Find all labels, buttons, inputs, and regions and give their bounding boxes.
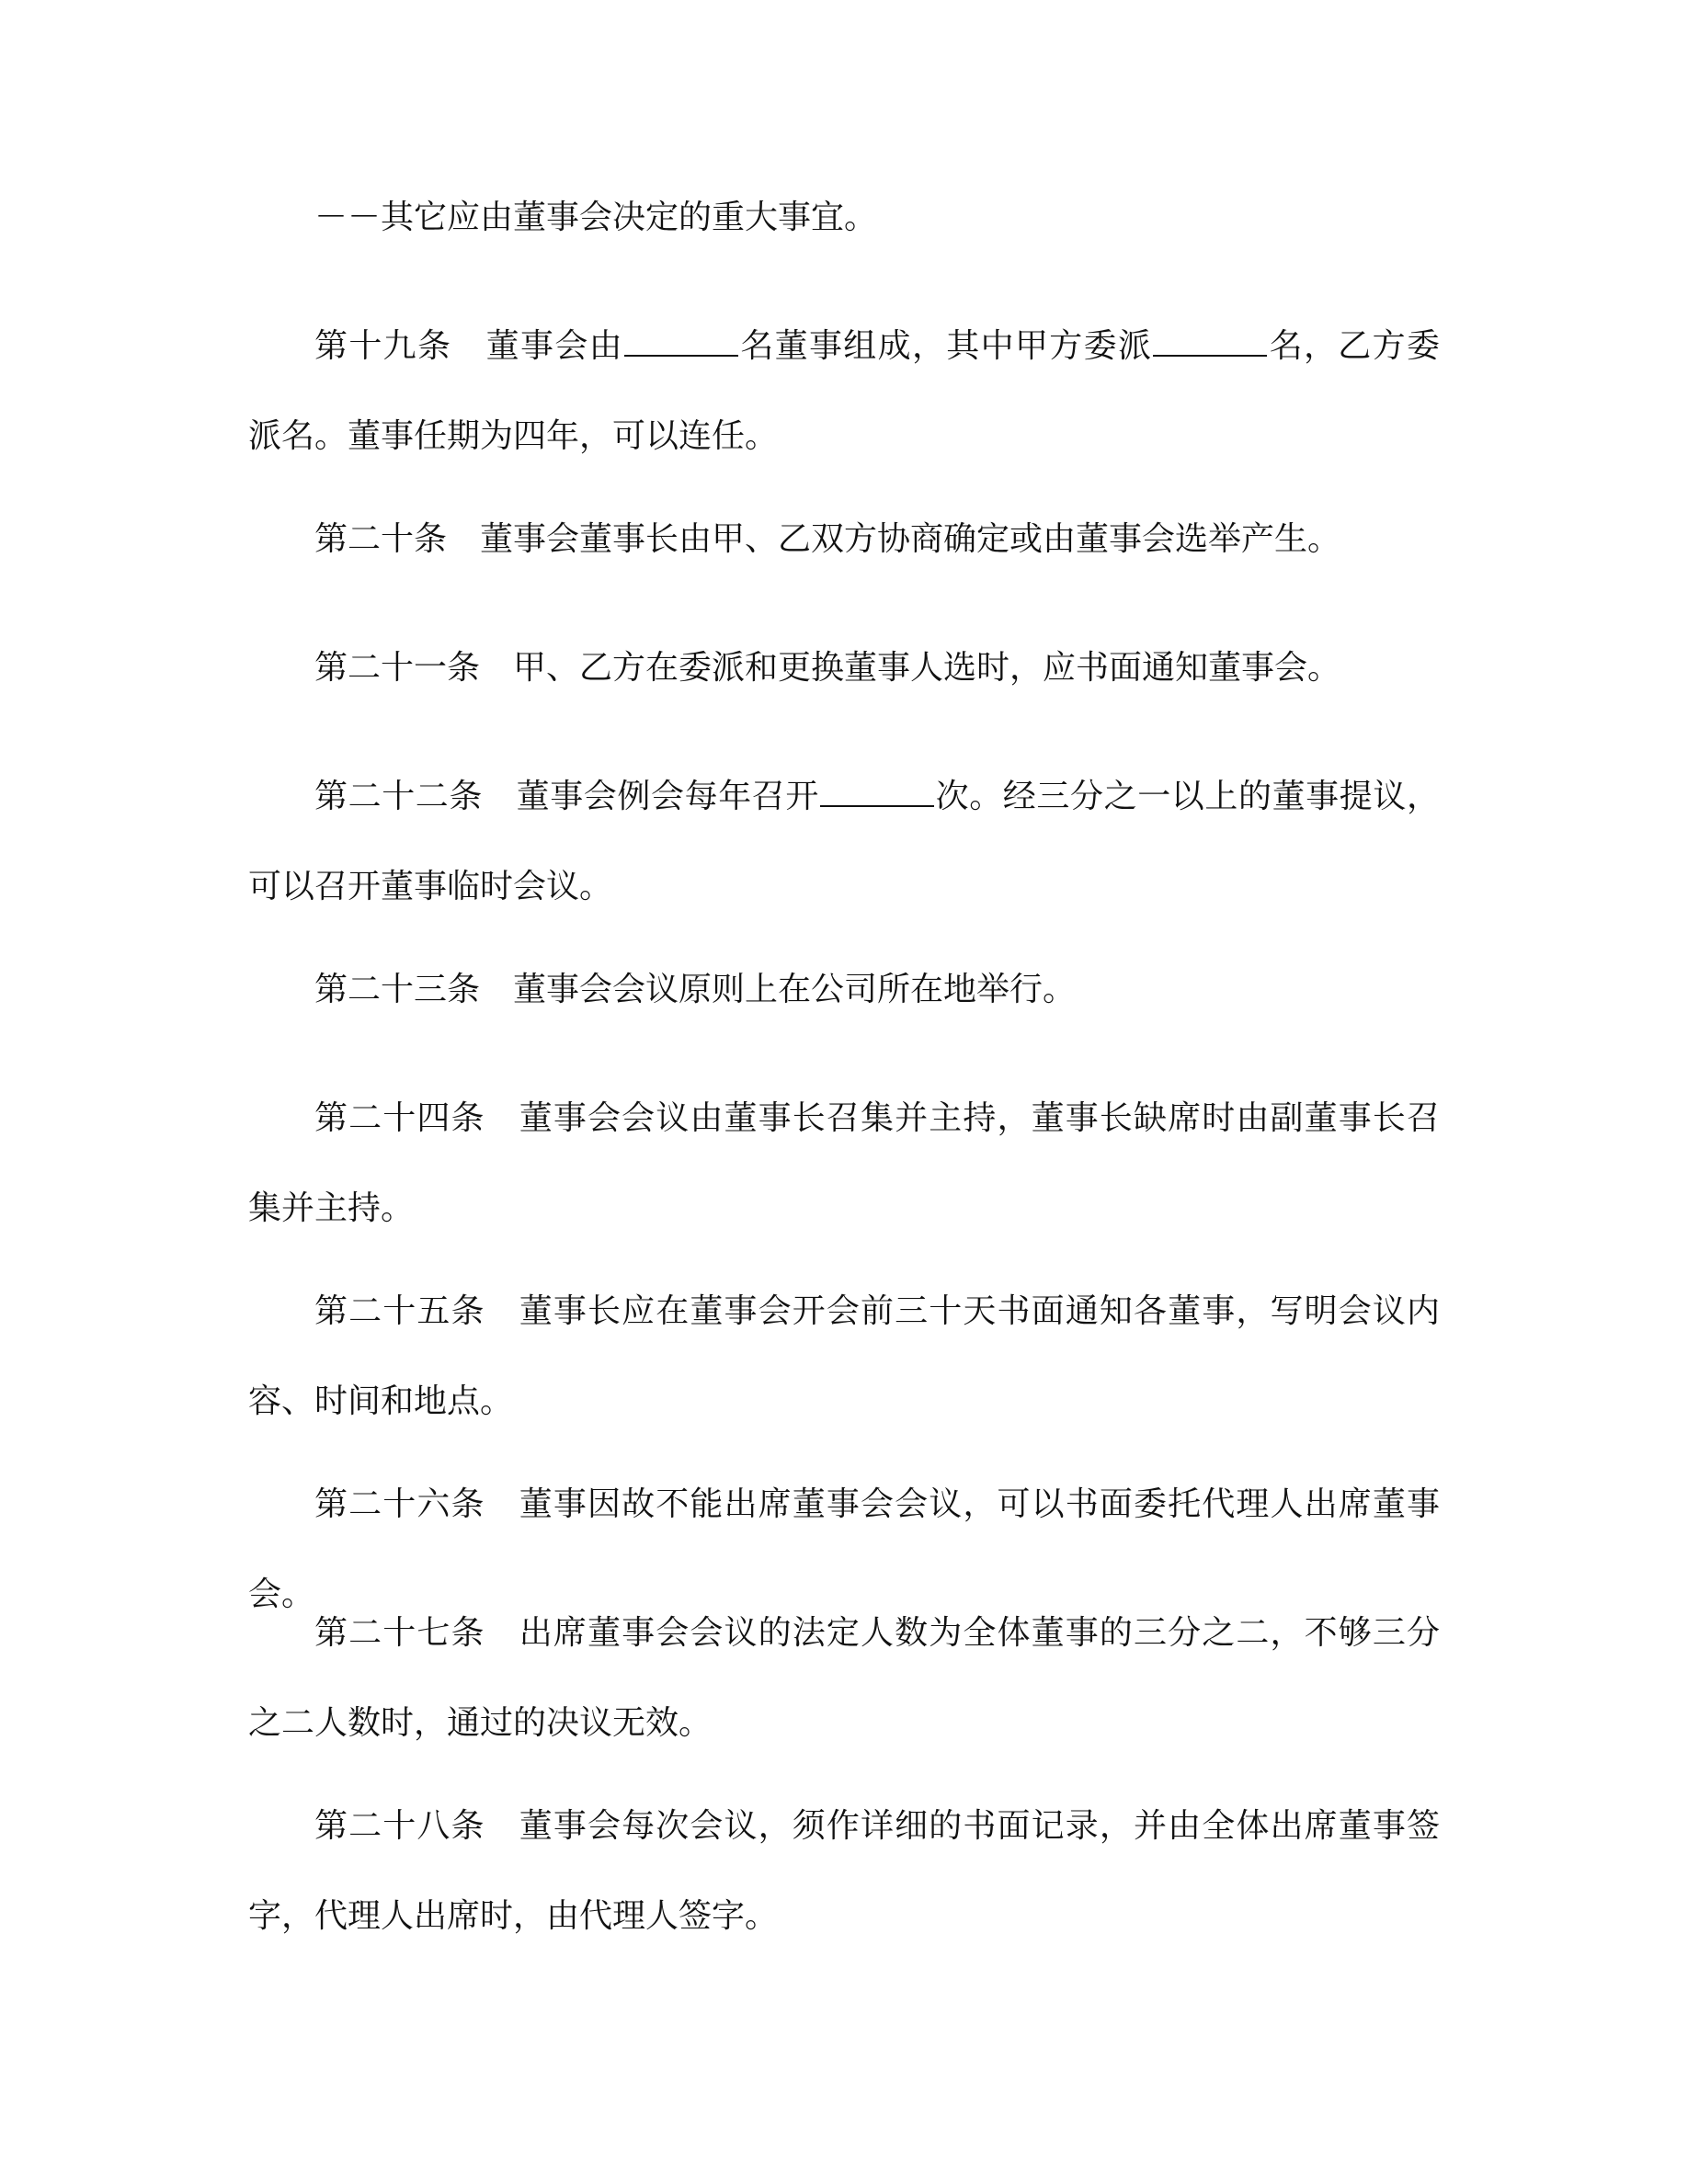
article-number: 第二十八条	[314, 1807, 485, 1845]
article-number: 第二十三条	[314, 971, 481, 1008]
article-number: 第二十四条	[314, 1099, 485, 1137]
blank-line	[1153, 329, 1267, 357]
article-text: 董事因故不能出席董事会会议，可以书面委托代理人出席董事会。	[248, 1485, 1440, 1613]
article-number: 第二十七条	[314, 1614, 485, 1652]
article-19	[248, 301, 1440, 482]
article-text: 甲、乙方在委派和更换董事人选时，应书面通知董事会。	[513, 649, 1341, 687]
article-22	[248, 752, 1440, 932]
article-text: 董事长应在董事会开会前三十天书面通知各董事，写明会议内容、时间和地点。	[248, 1292, 1440, 1420]
article-20	[248, 495, 1440, 585]
article-25	[248, 1267, 1440, 1447]
article-number: 第十九条	[314, 327, 452, 365]
article-27	[248, 1588, 1440, 1769]
article-text-part-1: 董事会由	[485, 327, 623, 365]
article-text-part-1: 董事会例会每年召开	[516, 778, 819, 815]
paragraph-text: －－其它应由董事会决定的重大事宜。	[314, 199, 878, 236]
blank-line	[820, 779, 934, 807]
article-text-part-2: 名董事组成，其中甲方委派	[738, 327, 1153, 365]
article-number: 第二十二条	[314, 778, 483, 815]
article-text-part-2: 次。经三分之一以上的董事提议，可以召开董事临时会议。	[248, 778, 1440, 905]
article-number: 第二十六条	[314, 1485, 485, 1523]
article-text: 董事会每次会议，须作详细的书面记录，并由全体出席董事签字，代理人出席时，由代理人签字。	[248, 1807, 1440, 1935]
article-28	[248, 1781, 1440, 1962]
article-number: 第二十条	[314, 520, 448, 558]
article-text-part-3: 名，乙方委派名。董事任期为四年，可以连任。	[248, 327, 1440, 455]
article-24	[248, 1074, 1440, 1254]
article-text: 董事会会议由董事长召集并主持，董事长缺席时由副董事长召集并主持。	[248, 1099, 1440, 1227]
article-text: 董事会董事长由甲、乙双方协商确定或由董事会选举产生。	[480, 520, 1341, 558]
article-text: 出席董事会会议的法定人数为全体董事的三分之二，不够三分之二人数时，通过的决议无效。	[248, 1614, 1440, 1742]
article-number: 第二十五条	[314, 1292, 485, 1330]
article-23	[248, 945, 1440, 1035]
paragraph-other-matters	[248, 173, 1440, 263]
article-21	[248, 623, 1440, 713]
blank-line	[624, 329, 738, 357]
article-number: 第二十一条	[314, 649, 481, 687]
article-text: 董事会会议原则上在公司所在地举行。	[513, 971, 1077, 1008]
